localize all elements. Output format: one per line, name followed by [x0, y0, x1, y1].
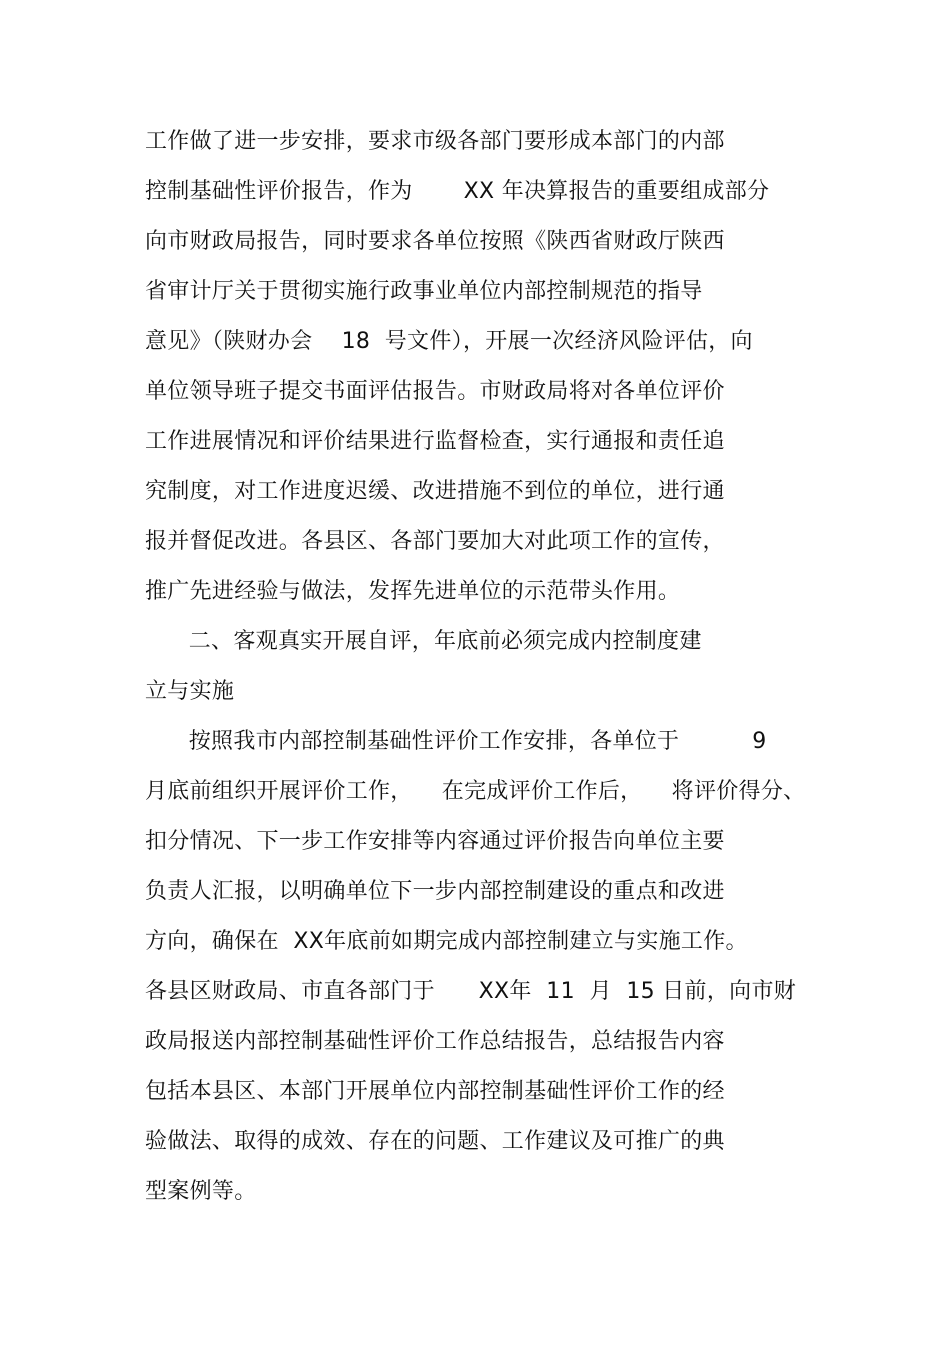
text-line: 工作进展情况和评价结果进行监督检查，实行通报和责任追 [145, 429, 725, 454]
text-line: 工作做了进一步安排，要求市级各部门要形成本部门的内部 [145, 129, 725, 154]
text-line: 向市财政局报告，同时要求各单位按照《陕西省财政厅陕西 [145, 229, 725, 254]
section-heading: 二、客观真实开展自评，年底前必须完成内控制度建 [145, 629, 702, 654]
text-line: 月底前组织开展评价工作， 在完成评价工作后， 将评价得分、 [145, 779, 806, 804]
text-line: 扣分情况、下一步工作安排等内容通过评价报告向单位主要 [145, 829, 725, 854]
text-line: 按照我市内部控制基础性评价工作安排，各单位于 9 [145, 729, 767, 754]
text-line: 究制度，对工作进度迟缓、改进措施不到位的单位，进行通 [145, 479, 725, 504]
text-line: 包括本县区、本部门开展单位内部控制基础性评价工作的经 [145, 1079, 725, 1104]
section-heading-continued: 立与实施 [145, 679, 235, 704]
text-line: 负责人汇报，以明确单位下一步内部控制建设的重点和改进 [145, 879, 725, 904]
text-line: 型案例等。 [145, 1179, 257, 1204]
text-line: 各县区财政局、市直各部门于 XX年 11 月 15 日前，向市财 [145, 979, 797, 1004]
text-line: 意见》（陕财办会 18 号文件），开展一次经济风险评估，向 [145, 329, 753, 354]
text-line: 政局报送内部控制基础性评价工作总结报告，总结报告内容 [145, 1029, 725, 1054]
text-line: 推广先进经验与做法，发挥先进单位的示范带头作用。 [145, 579, 681, 604]
text-line: 控制基础性评价报告，作为 XX 年决算报告的重要组成部分 [145, 179, 770, 204]
text-line: 报并督促改进。各县区、各部门要加大对此项工作的宣传， [145, 529, 725, 554]
text-line: 省审计厅关于贯彻实施行政事业单位内部控制规范的指导 [145, 279, 703, 304]
text-line: 单位领导班子提交书面评估报告。市财政局将对各单位评价 [145, 379, 725, 404]
text-line: 验做法、取得的成效、存在的问题、工作建议及可推广的典 [145, 1129, 725, 1154]
text-line: 方向，确保在 XX年底前如期完成内部控制建立与实施工作。 [145, 929, 748, 954]
